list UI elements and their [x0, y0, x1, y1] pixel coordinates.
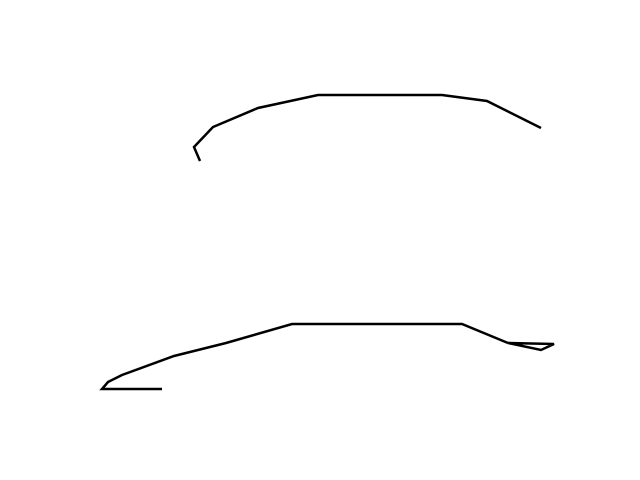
upper-curve-line [194, 95, 541, 161]
lower-right-hook [508, 343, 554, 350]
lower-curve-line [102, 324, 508, 389]
